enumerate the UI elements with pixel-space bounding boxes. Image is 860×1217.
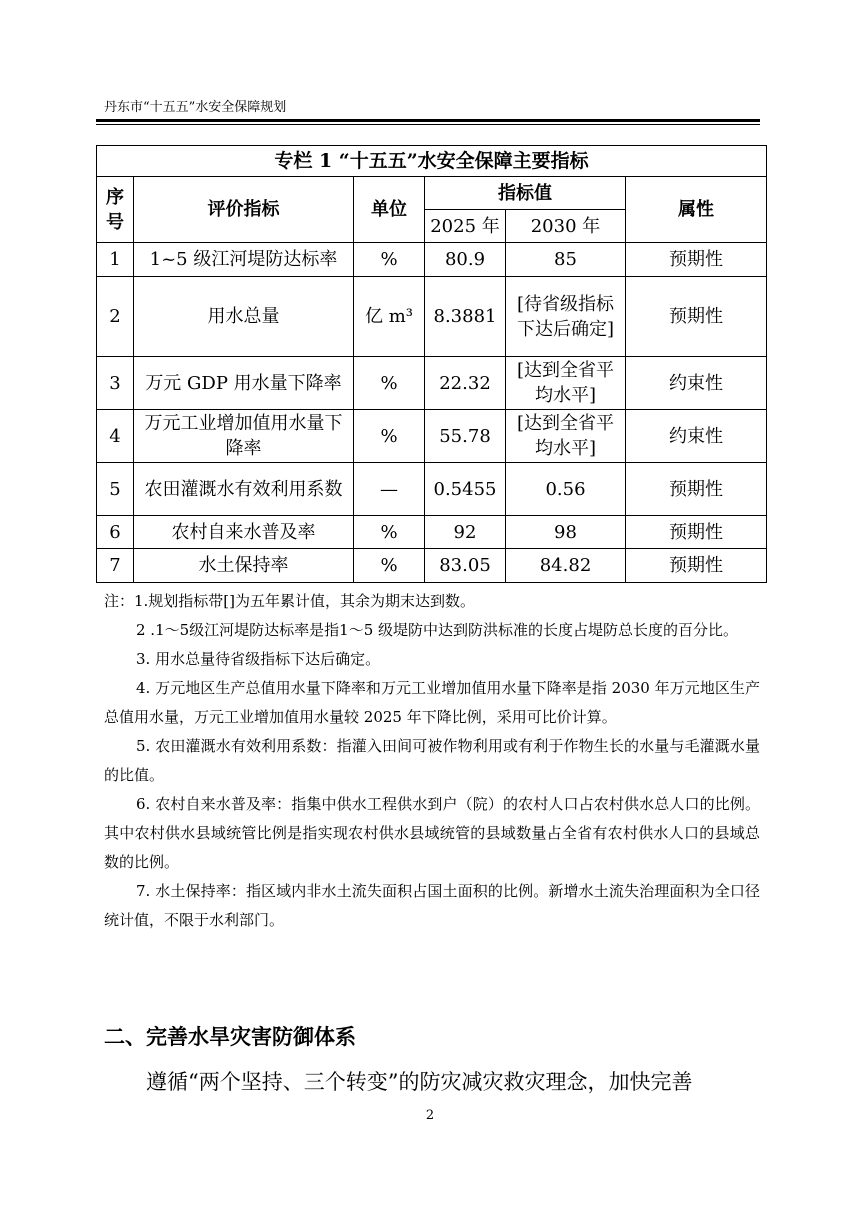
table-row [97,277,767,357]
row-no: 7 [97,549,134,583]
header-value-group: 指标值 [425,177,626,210]
row-attribute: 预期性 [626,243,767,277]
row-no: 5 [97,463,134,516]
table-row [97,549,767,583]
header-rule-thin [96,124,760,125]
row-value-2025: 0.5455 [425,463,506,516]
header-year-2025: 2025 年 [425,210,506,243]
table-row [97,410,767,463]
row-indicator: 用水总量 [134,277,354,357]
header-unit: 单位 [354,177,425,243]
row-indicator: 万元 GDP 用水量下降率 [134,357,354,410]
indicator-table [96,145,767,583]
row-value-2030: 0.56 [506,463,626,516]
row-value-2025: 83.05 [425,549,506,583]
row-value-2025: 55.78 [425,410,506,463]
row-no: 4 [97,410,134,463]
row-unit: % [354,516,425,549]
table-row [97,463,767,516]
row-unit: 亿 m³ [354,277,425,357]
running-header: 丹东市“十五五”水安全保障规划 [104,100,287,115]
row-no: 6 [97,516,134,549]
row-unit: % [354,243,425,277]
section-heading: 二、完善水旱灾害防御体系 [104,1025,356,1049]
body-paragraph: 遵循“两个坚持、三个转变”的防灾减灾救灾理念，加快完善 [146,1070,693,1094]
note-4: 4. 万元地区生产总值用水量下降率和万元工业增加值用水量下降率是指 2030 年万元地区生产总值用水量，万元工业增加值用水量较 2025 年下降比例，采用可比价计算。 [104,679,760,726]
row-indicator: 水土保持率 [134,549,354,583]
table-row [97,243,767,277]
row-attribute: 约束性 [626,410,767,463]
row-value-2025: 22.32 [425,357,506,410]
table-row [97,516,767,549]
row-attribute: 预期性 [626,277,767,357]
header-year-2030: 2030 年 [506,210,626,243]
note-2: 2 .1～5级江河堤防达标率是指1～5 级堤防中达到防洪标准的长度占堤防总长度的百分比。 [136,621,739,639]
note-5: 5. 农田灌溉水有效利用系数：指灌入田间可被作物利用或有利于作物生长的水量与毛灌溉水量的比值。 [104,737,760,784]
row-no: 3 [97,357,134,410]
row-indicator: 1~5 级江河堤防达标率 [134,243,354,277]
note-1: 注：1.规划指标带[]为五年累计值，其余为期末达到数。 [104,592,476,610]
row-value-2030: 85 [506,243,626,277]
table-row [97,357,767,410]
table-notes [104,587,760,935]
note-7: 7. 水土保持率：指区域内非水土流失面积占国土面积的比例。新增水土流失治理面积为全口径统计值，不限于水利部门。 [104,882,760,929]
row-no: 2 [97,277,134,357]
row-unit: % [354,410,425,463]
row-unit: % [354,357,425,410]
row-value-2030: 98 [506,516,626,549]
row-no: 1 [97,243,134,277]
row-value-2025: 80.9 [425,243,506,277]
row-indicator: 万元工业增加值用水量下降率 [134,410,354,463]
row-attribute: 约束性 [626,357,767,410]
page-number: 2 [425,1108,435,1123]
row-attribute: 预期性 [626,463,767,516]
row-unit: % [354,549,425,583]
note-3: 3. 用水总量待省级指标下达后确定。 [136,650,381,668]
row-indicator: 农村自来水普及率 [134,516,354,549]
row-value-2030: [待省级指标下达后确定] [506,277,626,357]
header-rule-thick [96,119,760,122]
header-indicator: 评价指标 [134,177,354,243]
table-title: 专栏 1 “十五五”水安全保障主要指标 [97,146,767,177]
header-index: 序号 [97,177,134,243]
header-attribute: 属性 [626,177,767,243]
row-value-2025: 8.3881 [425,277,506,357]
row-value-2025: 92 [425,516,506,549]
row-indicator: 农田灌溉水有效利用系数 [134,463,354,516]
row-attribute: 预期性 [626,516,767,549]
note-6: 6. 农村自来水普及率：指集中供水工程供水到户（院）的农村人口占农村供水总人口的比例。其中农村供水县域统管比例是指实现农村供水县域统管的县域数量占全省有农村供水人口的县域总数的比例。 [104,795,760,871]
row-value-2030: [达到全省平均水平] [506,357,626,410]
row-attribute: 预期性 [626,549,767,583]
row-value-2030: [达到全省平均水平] [506,410,626,463]
row-value-2030: 84.82 [506,549,626,583]
row-unit: — [354,463,425,516]
